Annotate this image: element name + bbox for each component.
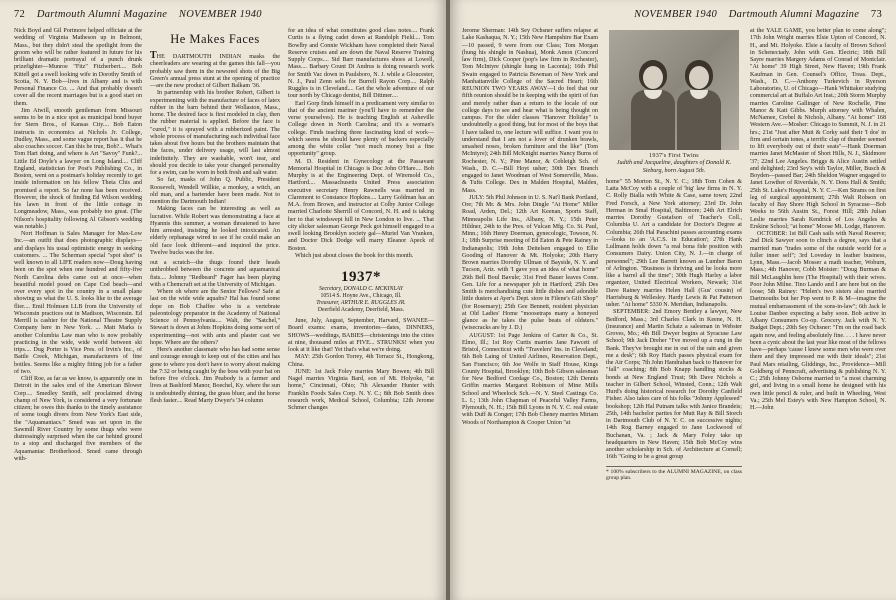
issue-date: NOVEMBER 1940 xyxy=(178,9,262,20)
paragraph: Cliff Roe, as far as we know, is apparently one in Detroit in the sales end of the American Blower Corp.... Smedley Smith, self proclaimed diving champ of New York, is considered a very fortunate citizen; he owes this thanks to the timely assistance of some tough divers from New York's East side, the "Aquamaniacs." Smed was set upon in the Sawmill River Country by some thugs who were distressingly surprised when the car behind ground to a stop and discharged five members of the Aquamaniac Brotherhood. Smed came through with- xyxy=(14,376,142,462)
right-page xyxy=(450,0,896,600)
right-column-2 xyxy=(606,28,742,590)
paragraph: Here's another classmate who has had some sense and courage enough to keep out of the cities and has gone to where you don't have to worry about making the 7:32 or being caught by the boss with your hat on before five o'clock. Jim Peabody is a farmer and lives at Bashford Manor, Boechel, Ky. where the sun is undoubtedly shining, the grass bluer, and the horse flesh faster.... Read Marty Dwyer's '34 column xyxy=(150,347,280,404)
paragraph: MAY: 25th Gordon Torrey, 4th Terrace St., Hongkong, China. xyxy=(288,354,434,368)
paragraph: June, July, August, September, Harvard, SWANEE—Board exams: exams, inventories—dates, DINNERS, SHOWS—weddings, BABIES—christenings into the cities at nine, thousand miles at FIVE... STRUNKS! when you look at it like that! Yet that's what we're doing. xyxy=(288,318,434,353)
paragraph: JUNE: 1st Jack Foley marries Mary Bowen; 4th Bill Nagel marries Virginia Bard, son of Mt. Holyoke, "at home," Cincinnati, Ohio; 7th Alexander Hunter with Franklin Foods Sales Corp. N. Y. C.; 8th Bob Smith does research work, Medical School, Columbia; 12th Jerome Schmer changes xyxy=(288,368,434,411)
paragraph: In partnership with his brother Robert, Gilbert is experimenting with the manufacture of faces of latex rubber in the barn behind their Wollaston, Mass., home. The desired face is first modeled in clay, then the rubber material is applied. Before the face is "cured," it is sprayed with a rubberized paint. The whole process of manufacturing each individual face takes about five hours but the brothers maintain that the faces, under delivery usage, will last almost indefinitely. They are washable, won't tear, and should you decide to take your changed personality for a swim, can be worn in both fresh and salt water. xyxy=(150,90,280,176)
paragraph: OCTOBER: 1st Bill Cash sails with Naval Reserve; 2nd Dick Sawyer soon to clinch a degree, says that a married man "trades some of the outside world for a fuller inner self"; 3rd Loveday in leather business, Lynn, Mass.—Jacob Mosser a math teacher, Woburn, Mass.; 4th Hanover, Cobb Moister: "Doug Burman & Bill McLaughlin here (The Hospital) with their wives. Poor John Milne. Tino Lando and I are here but on the loose; 5th Rainey: "Helen's two sisters also married Dartmouths but her Pop went to P. & M—imagine the mutual embarrassment of the sons-in-law"; 6th Jack le Louise Danbee expecting a baby soon. Bob active in Albany Consumers Co-op. Grocery. Jack with N. Y. Budget Dept.; 20th Sey Ochsner: "I'm on the road back again now, and feeling absolutely fine. . . . I have never been a cynic about the last year like most of the fellows have—perhaps 'cause I knew some men who were over there and they impressed me with their ideals"; 21st Paul Mars retailing, Gliddings, Inc., Providence—Mill Goldberg of Penncraft, advertising & publishing N. Y. C.; 25th Johnny Osborne married to "a most charming girl, and living in a small home he designed with his own little pencil & ruler, and built in Wheeling, West Va.; 25th Mel Estey's with New Hampton School, N. H.—John xyxy=(750,231,886,411)
footnote: * 100% subscribers to the ALUMNI MAGAZINE, on class group plan. xyxy=(606,466,742,482)
twins-photo xyxy=(609,30,739,150)
article-lead-text: HE DARTMOUTH INDIAN masks the cheerleaders are wearing at the games this fall—you probably saw them in the newsreel shots of the Big Green's annual press stunt at the opening of practice—are the new product of Gilbert Balkam '36. xyxy=(150,54,280,89)
paragraph: Nick Boyd and Gil Portmore helped officiate at the wedding of Virginia Matheson up in Belmont, Mass., but they didn't steal the spotlight from the groom who will be rather featured in future for his brilliant dramatic portrayal of a punch drunk prizefighter—Munroe "Fitz" Fitzherbert.... Bob Kittell got a swell looking wife in Dorothy Smith of Scotia, N. Y. Bob—lives in Albany and is with Personal Finance Co. ... And that probably doesn't cover all the recent marriages but is a good start on them. xyxy=(14,28,142,107)
right-column-1 xyxy=(462,28,598,590)
drop-cap: T xyxy=(150,50,157,61)
class-treasurer-address: Deerfield Academy, Deerfield, Mass. xyxy=(317,307,405,313)
left-column-3 xyxy=(288,28,434,590)
right-running-head xyxy=(634,9,882,20)
paragraph: So far, masks of John Q. Public, President Roosevelt, Wendell Willkie, a monkey, a witch, an old man, and a bartender have been made. Not to mention the Dartmouth Indian! xyxy=(150,177,280,205)
paragraph: Jim Atwill, smooth gentleman from Missouri seems to be in a nice spot as municipal bond buyer for Stern Bros., of Kansas City.... Bob Eaton instructs in economics at Nichols Jr. College, Dudley, Mass., and some vague report has it that he also coaches soccer. Can this be true, Bob?... What's Tom Hart doing, and where is Art "Savoy" Funk?... Little Ed Doyle's a lawyer on Long Island.... Cliff England, statistician for Post's Publishing Co., in Boston, went on a postman's holiday recently to get inside information on his fellow Theta Chis and promised a report. So far none has been received. However, the shock of finding Ed Wilson wedding his lawn in front of the little cottage in Longmeadow, Mass., was probably too great. (The Nilson's hospitality following Al Gibson's wedding was notable.) xyxy=(14,107,142,230)
paragraph: SEPTEMBER: 2nd Emory Bentley a lawyer, New Bedford, Mass.; 3rd Charles Clark in Keene, N. H. (insurance) and Martin Schatz a salesman in Webster Groves, Mo.; 4th Bill Dwyer begins at Syracuse Law School; 9th Jack Dreher "I've moved up a rung in the Bank. They've brought me in out of the rain and given me a desk"; 6th Roy Hatch passes physical exam for the Air Corps; 7th John Handrahan back to Hanover for "fall" coaching; 8th Bob Knapp handling stocks & bonds at New England Trust; 9th Dave Nichols a teacher in Gilbert School, Winsted, Conn.; 12th Walt Hurd's doing historical research for Dorothy Canfield Fisher. Also takes care of his folks "Johnny Appleseed" bookshop; 12th Hal Putnam talks with Janice Brandeis; 25th, 14th bachelor parties for Mutt Ray & Bill Storch in Dartmouth Club of N. Y. C. on successive nights; 14th Rog Barney engaged to Jane Lockwood of Buchanan, Va. ; Jack & Mary Foley take up headquarters in New Haven; 15th Bob McCoy wins another scholarship in Sch. of Architecture at Cornell; 16th "Going to be a great group xyxy=(606,309,742,461)
magazine-title: Dartmouth Alumni Magazine xyxy=(36,9,168,20)
paragraph: Nort Hoffman is Sales Manager for Max-Low Inc.—an outfit that does photographic displays—and displays his usual optimistic energy in seeking customers. ... The Scherman special "spot shot" is well known to all LIFE readers now—Doug having been on the spot when one hundred and fifty-five North Carolina debs came out at once—when beautiful model posed on Cape Cod beach—and over every spot in the country in a small plane showing us what the U. S. looks like to the average flier.... Emil Holmsen LLB from the University of Wisconsin practices out in Madison, Wisconsin. Ed Merrill is cashier for the National Theatre Supply Company here in New York. ... Matt Marks is another Columbia Law man who is now probably practicing in the wide, wide world between ski trips.... Dug Porter is Vice Pres. of Irvin's Inc., of Battle Creek, Michigan, manufacturers of fine bottles. Seems like a mighty fitting job for a father of two. xyxy=(14,231,142,375)
article-lead xyxy=(150,52,280,90)
article-title: He Makes Faces xyxy=(170,32,260,46)
right-column-3 xyxy=(750,28,886,590)
page-number: 72 xyxy=(14,9,26,20)
caption-title: 1937's First Twins xyxy=(649,153,699,159)
left-running-head xyxy=(14,9,262,20)
paragraph: Which just about closes the book for this month. xyxy=(295,252,414,259)
paragraph: for an idea of what constitutes good class notes.... Frank Curtis is a flying cadet down at Randolph Field.... Tom Bowlby and Connie Wickham have completed their Naval Reserve cruises and are down the Naval Reserve Training Supply Corps.... Sid Barr manufactures shoes at Lowell, Mass.... Barbary Count Di Andrus is doing research work for Smith Vac down in Paulsboro, N. J. while a Gloucester, N. J., Paul Zenn sells for Burrell Rayon Corp.... Ralph Ruggles is in Cleveland.... Get the whole adventure of our tour north by Chicago dentist, Bill Dittmer.... xyxy=(288,28,434,100)
class-treasurer: Treasurer, ARTHUR E. RUGGLES JR. xyxy=(316,300,406,306)
left-page xyxy=(0,0,446,600)
class-heading xyxy=(288,268,434,314)
paragraph: M. D. Resident in Gynecology at the Passavant Memorial Hospital in Chicago is Doc John O'Hare.... Bob Murphy is at the Engineering Dept. of Wiremold Co., Hartford.... Massachusetts United Press association executive secretary Henry Rawnells was married in Claremont to Constance Hopkins.... Larry Goldman has an M.A. from Brown, and instructor at Colby Junior College married Charlotte Sherrill of Concord, N. H. and is taking her to that windswept hill in New London to live. ... That city slicker salesman George Peck got himself engaged to a swell looking Brooklyn society gal—Muriel Van Vranken, and Doctor Dick Dodge will marry Eleanor Apeck of Boston. xyxy=(288,158,434,252)
left-column-1 xyxy=(14,28,142,590)
twin-figure-right xyxy=(673,50,723,150)
twin-figure-left xyxy=(627,50,677,150)
paragraph: Jerome Sherman: 14th Sey Ochsner suffers relapse at Lake Kashaqua, N. Y.; 15th New Hampshire Bar Exam—10 passed, 9 were from our Class; Tom Morgan (hung his shingle in Nashua), Monk Amon (Concord law firm), Dick Cooper (pop's law firm in Rochester), Tom McIntyre (shingle hung in Laconia); 16th Phil Swain engaged to Patricia Bowman of New York and Manhattanville College of the Sacred Heart; 16th REUNION TWO YEARS AWAY—I do feel that our fifth reunion should be in keeping with the spirit of fun and merely rather than a return to the locale of our college days to see and hear what is being thought on campus. For the older classes "Hanover Holiday" is undoubtedly a good thing, but for most of the boys that I have talked to, one lecture will suffice. I want you to understand that I am not a lover of drunken brawls, smashed noses, broken furniture and the like" (Tom McIntyre); 24th Bill McKnight marries Nancy Burns of Rochester, N. Y.; Pine Manor, & Cobleigh Sch. of Wash., D. C.—Bill Hoyt usher; 30th Dex Branch engaged to Janet Woodman of West Somerville, Mass. & Tufts College. Dex in Malden Hospital, Malden, Mass. xyxy=(462,28,598,194)
paragraph: AUGUST: 1st Page Jenkins of Carter & Co., St. Elmo, Ill.; 1st Roy Curtis marries Jane Fawcett of Bristol, Connecticut with "Travelers' Ins. in Cleveland; 6th Bob Laing of United Airlines, Reservation Dept., San Francisco; 6th Joe Wolfe in Staff House, Kings County Hospital, Brooklyn; 10th Bob Gibson salesman for New Bedford Cordage Co., Boston; 12th Dennis Griffin marries Margaret Robinson of Mine Mills School and Wheelock Sch.—N. Y. Steel Castings Co. L. I.; 13th John Chapman of Peaceful Valley Farms, Plymouth, N. H.; 15th Bill Lyons in N. Y. C. real estate with Duff & Conger; 17th Bob Cheney marries Miriam Woods of Northampton & Cooper Union "at xyxy=(462,332,598,426)
issue-date: NOVEMBER 1940 xyxy=(634,9,718,20)
caption-body: Judith and Jacqueline, daughters of Donald K. Sieburg, born August 5th. xyxy=(616,160,732,174)
left-column-2 xyxy=(150,28,280,590)
paragraph: JULY: 5th Phil Johnson in U. S. Nat'l Bank Portland, Ore; 7th Mr. & Mrs. John Dingle "At Home" Miller Road, Arden, Del.; 12th Art Keenan, Sports Staff, Minneapolis Life Ins., Albany, N. Y.; 15th Peter Hildner, 24th to the Pres. of Vulcan Mfg. Co. St. Paul, Minn.; 16th Henry Doerman, gynecologic, Towson, N. J.; 18th Surprise meeting of Ed Eaton & Pete Rainey in Indianapolis; 19th John Deitelsen engaged to Ellie Gooding of Hanover & Mt. Holyoke; 20th Harry Brown marries Dorothy Ullman of Bayside, N. Y. and Tucson, Ariz. with 'I gave you an idea of what home" 26th Bell Boul Bavule; 31st Fred Bauer leaves Conn. Gen. Life for a newspaper job in Hartford; 25th Des Smith is merchandising cute little dishes and adorable little dusters at Ayer's Dept. store in Filene's Gift Shop" (for Rosemary); 25th Gee Bennett, resident physician at Old Ladies' Home "moosetraps many a honeyed glance as he takes the pulse beats of oldsters." (wisecracks are by J. D.) xyxy=(462,194,598,332)
paragraph: Where oh where are the Senior Fellows? Safe at last on the wide wide aquafrs? Hal has found some dope on Bob Chaffee who is a vertebrate paleontology preparator in the Academy of National Science of Pennsylvania.... Walt, the "Satchel," Stewart is down at Johns Hopkins doing some sort of experimenting—not with ants and plaster cast we hope. Where are the others? xyxy=(150,289,280,346)
photo-caption xyxy=(606,153,742,175)
class-secretary-address: 10514 S. Hoyne Ave., Chicago, Ill. xyxy=(320,293,402,299)
paragraph: home" 55 Morton St., N. Y. C.; 18th Tom Cohen & Latta McCoy with a couple of 'big' law firms in N. Y. C. Rolly Bialla with White & Case, same town; 22nd Fred Forsch, a New York attorney; 23rd Dr. John Herman in Smal Hospital, Baltimore; 24th Art Elrich marries Dorothy Gustafson of Teacher's Coll., Columbia U. Art a candidate for Doctor's Degree at Columbia; 26th Hal Parachini passes accounting exams—looks to an 'A.C.S. in Education'; 27th Hank Lullmann holds down "a real bona fide position with Consumers Dairy. Union City, N. J.—in charge of personnel"; 29th Lee Barrett known as Lumber Baron of Arlington. "Business is thriving and he looks more like a barrel all the time"; 30th Hugh Harley a labor organizer, United Electrical Workers, Newark; 31st Dave Rainey marries Helen Hall (Gus' cousin) of Harrisburg & Wellesley. Hardy Lewis & Pat Patterson usher. "At home" 5330 N. Meridian, Indianapolis. xyxy=(606,178,742,309)
page-number: 73 xyxy=(870,9,882,20)
paragraph: Making faces can be interesting as well as lucrative. While Robert was demonstrating a face at Hyannis this summer, a woman threatened to have him arrested, insisting he looked intoxicated. An elderly orphanage wired to see if he could make an old face look different—and inquired the price. Twelve bucks was the fee. xyxy=(150,206,280,256)
paragraph: out a scratch—the thugs found their heads unthrobbed between the concrete and aquamanical fists.... Johnny "Redbeard" Fager has been playing with a Chemcraft set at the University of Michigan. xyxy=(150,260,280,288)
class-secretary: Secretary, DONALD C. MCKINLAY xyxy=(318,286,403,292)
class-year: 1937* xyxy=(341,269,381,285)
magazine-title: Dartmouth Alumni Magazine xyxy=(728,9,860,20)
paragraph: Earl Gorp finds himself in a predicament very similar to that of the ancient mariner (you'll have to remember the verse yourselves). He is teaching English at Asheville College down in North Carolina; and it's a woman's college. Finds teaching three fascinating kind of work—which seems he should have plenty of backers especially among the white collar "not much money but a fine opportunity" group. xyxy=(288,100,434,158)
paragraph: at the YALE GAME, you better plan to come along"; 17th John Wright marries Elsie Upton of Concord, N. H., and Mt. Holyoke. Elsie a faculty of Brown School in Schenectady. John with Gen. Electric; 18th Bill Sayre marries Margery Adams of Conrad of Montclair. "At home" 39 High Street, New Haven; 19th Frank Kaufman in Gen. Counsel's Office, Treas. Dept., Wash., D. C.—Anthony Turkevich in Ryerson Laboratories, U. of Chicago—Hank Whittaker studying commercial art at Buffalo Art Inst.; 20th Storm Murphy marries Caroline Gallinger of New Rochelle, Pine Manor & Katt Gibbs. Murph attorney with Whalen, McNamee, Crebel & Nichols, Albany. "At home" 168 Western Ave.—Mosher: Chicago to Summit, N. J. in 21 hrs.; 21st "Just after Mutt & Corky said their 'I dos' in firm and certain tones, a terrific clap of thunder seemed to lift everybody out of their seats"—Hank Doerman marries Janet McMaster of Short Hills, N. J., Skidmore '37; 22nd Lee Angeles. Briggs & Alice Austin settled and delighted; 23rd Sey's with Taylor, Miller, Busch & Boyden—passed Bar; 24th Sheldon Wagner engaged to Janet Lowther of Riverdale, N. Y. Dons Hall & Smith; 25th St. Luke's Hospital, N. Y. C.—Ken Strams on first leg of surgical appointment; 27th Walt Robson on faculty of Bay Shore High School in Syracuse—Bob Weeks to 56th Austin St., Forest Hill; 28th Julian Leslie marries Sarah Kendrick of Los Angeles & Erskine School; "at home" Moose Mt. Lodge, Hanover. xyxy=(750,28,886,230)
